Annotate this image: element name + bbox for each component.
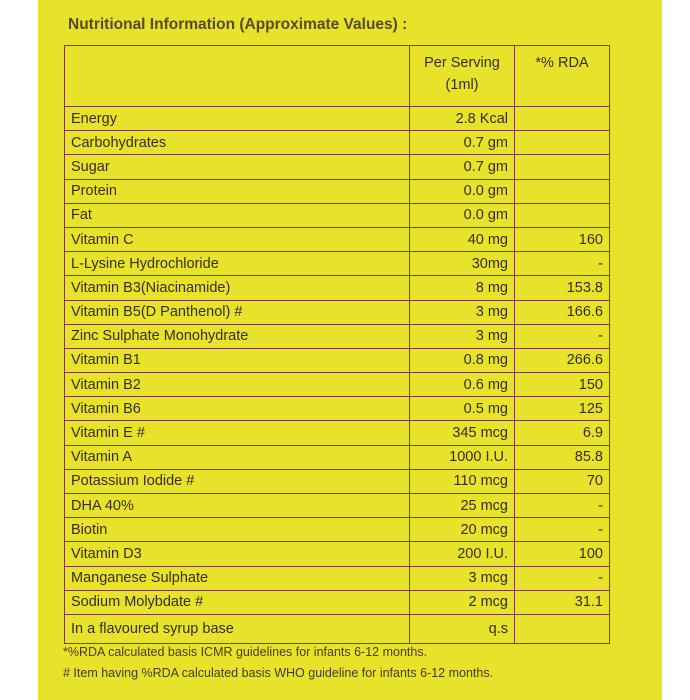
nutrient-name: Vitamin B6: [65, 397, 410, 421]
header-nutrient: [65, 46, 410, 107]
table-row: [65, 397, 610, 421]
table-row: [65, 445, 610, 469]
rda-value: [515, 614, 610, 643]
per-serving-value: q.s: [410, 614, 515, 643]
table-row: [65, 566, 610, 590]
per-serving-value: 2 mcg: [410, 590, 515, 614]
per-serving-value: 2.8 Kcal: [410, 107, 515, 131]
nutrient-name: Vitamin A: [65, 445, 410, 469]
nutrient-name: Fat: [65, 203, 410, 227]
nutrient-name: Vitamin D3: [65, 542, 410, 566]
nutrient-name: Vitamin C: [65, 227, 410, 251]
rda-value: -: [515, 566, 610, 590]
rda-value: [515, 131, 610, 155]
nutrient-name: Vitamin B5(D Panthenol) #: [65, 300, 410, 324]
per-serving-value: 0.5 mg: [410, 397, 515, 421]
per-serving-value: 3 mg: [410, 324, 515, 348]
nutrient-name: L-Lysine Hydrochloride: [65, 252, 410, 276]
nutrient-name: Vitamin B2: [65, 373, 410, 397]
per-serving-value: 0.0 gm: [410, 179, 515, 203]
table-row: [65, 421, 610, 445]
footnote-icmr: *%RDA calculated basis ICMR guidelines for infants 6-12 months.: [63, 645, 428, 659]
per-serving-value: 0.7 gm: [410, 131, 515, 155]
nutrient-name: Vitamin B3(Niacinamide): [65, 276, 410, 300]
per-serving-value: 25 mcg: [410, 494, 515, 518]
per-serving-value: 200 I.U.: [410, 542, 515, 566]
table-row: [65, 348, 610, 372]
per-serving-value: 8 mg: [410, 276, 515, 300]
table-row: [65, 155, 610, 179]
rda-value: -: [515, 518, 610, 542]
table-row: [65, 494, 610, 518]
rda-value: [515, 107, 610, 131]
header-per-serving: Per Serving (1ml): [410, 46, 515, 107]
per-serving-value: 40 mg: [410, 227, 515, 251]
rda-value: 31.1: [515, 590, 610, 614]
rda-value: 100: [515, 542, 610, 566]
rda-value: -: [515, 494, 610, 518]
per-serving-value: 0.7 gm: [410, 155, 515, 179]
per-serving-value: 0.8 mg: [410, 348, 515, 372]
rda-value: 125: [515, 397, 610, 421]
nutrient-name: Carbohydrates: [65, 131, 410, 155]
rda-value: 150: [515, 373, 610, 397]
nutrient-name: Sugar: [65, 155, 410, 179]
table-row: [65, 373, 610, 397]
per-serving-value: 1000 I.U.: [410, 445, 515, 469]
nutrient-name: Energy: [65, 107, 410, 131]
table-row: [65, 107, 610, 131]
per-serving-value: 3 mg: [410, 300, 515, 324]
table-row: [65, 542, 610, 566]
table-row: [65, 590, 610, 614]
table-row: [65, 324, 610, 348]
rda-value: 160: [515, 227, 610, 251]
table-row: [65, 469, 610, 493]
table-row: [65, 179, 610, 203]
per-serving-value: 345 mcg: [410, 421, 515, 445]
rda-value: 6.9: [515, 421, 610, 445]
rda-value: [515, 203, 610, 227]
table-row: [65, 300, 610, 324]
rda-value: 266.6: [515, 348, 610, 372]
nutrient-name: DHA 40%: [65, 494, 410, 518]
table-row: [65, 276, 610, 300]
table-row: [65, 203, 610, 227]
per-serving-value: 110 mcg: [410, 469, 515, 493]
nutrient-name: In a flavoured syrup base: [65, 614, 410, 643]
per-serving-value: 30mg: [410, 252, 515, 276]
per-serving-value: 20 mcg: [410, 518, 515, 542]
per-serving-value: 0.0 gm: [410, 203, 515, 227]
nutrient-name: Vitamin E #: [65, 421, 410, 445]
rda-value: 85.8: [515, 445, 610, 469]
nutrient-name: Vitamin B1: [65, 348, 410, 372]
rda-value: -: [515, 252, 610, 276]
nutrition-table: [64, 45, 610, 644]
per-serving-value: 3 mcg: [410, 566, 515, 590]
table-row: [65, 252, 610, 276]
table-row: [65, 518, 610, 542]
footnote-who: # Item having %RDA calculated basis WHO guideline for infants 6-12 months.: [63, 666, 494, 680]
nutrient-name: Protein: [65, 179, 410, 203]
nutrient-name: Sodium Molybdate #: [65, 590, 410, 614]
header-rda: *% RDA: [515, 46, 610, 107]
per-serving-value: 0.6 mg: [410, 373, 515, 397]
rda-value: [515, 179, 610, 203]
table-title: Nutritional Information (Approximate Values) :: [68, 16, 408, 33]
table-row: [65, 227, 610, 251]
table-row: [65, 131, 610, 155]
rda-value: -: [515, 324, 610, 348]
nutrient-name: Zinc Sulphate Monohydrate: [65, 324, 410, 348]
rda-value: [515, 155, 610, 179]
rda-value: 153.8: [515, 276, 610, 300]
table-header-row: [65, 46, 610, 107]
nutrient-name: Biotin: [65, 518, 410, 542]
nutrient-name: Manganese Sulphate: [65, 566, 410, 590]
nutrient-name: Potassium Iodide #: [65, 469, 410, 493]
rda-value: 166.6: [515, 300, 610, 324]
rda-value: 70: [515, 469, 610, 493]
table-row: [65, 614, 610, 643]
